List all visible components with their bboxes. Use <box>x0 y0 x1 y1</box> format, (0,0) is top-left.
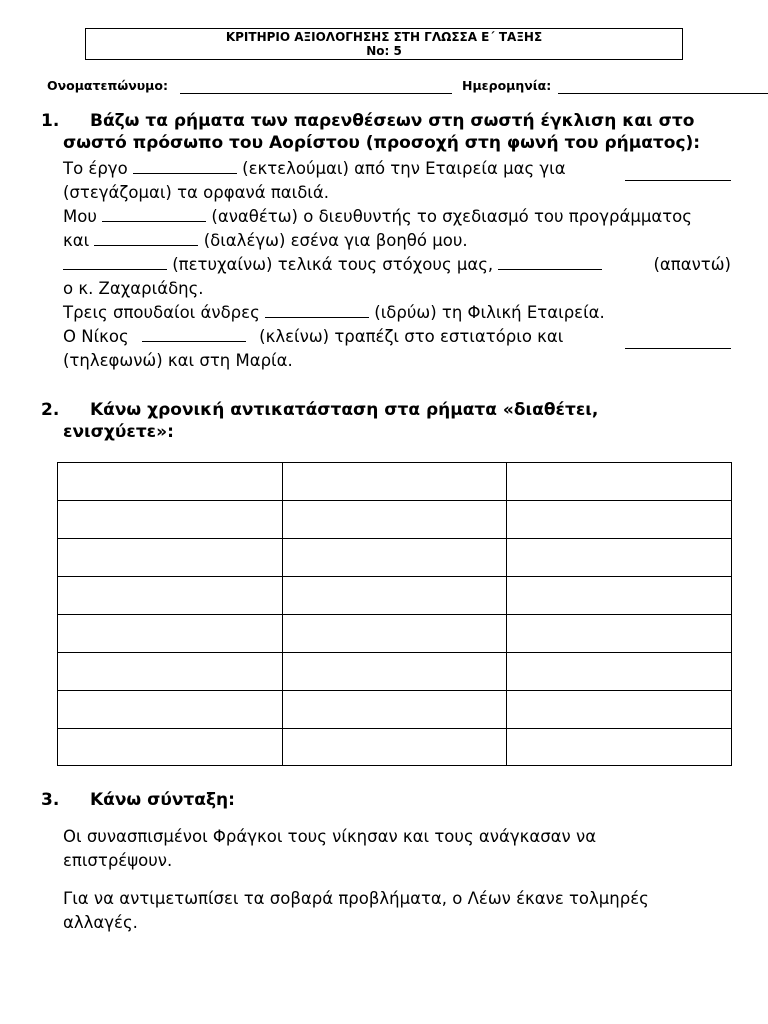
table-cell[interactable] <box>507 539 732 577</box>
name-label: Ονοματεπώνυμο: <box>47 78 168 93</box>
table-row <box>58 615 732 653</box>
syntax-sentence-2: Για να αντιμετωπίσει τα σοβαρά προβλήματα, ο Λέων έκανε τολμηρές <box>63 889 649 908</box>
table-cell[interactable] <box>282 691 507 729</box>
table-cell[interactable] <box>282 729 507 766</box>
line-text: (απαντώ) <box>653 255 731 274</box>
answer-blank[interactable] <box>63 255 167 270</box>
date-label: Ημερομηνία: <box>462 78 552 93</box>
line-text: (διαλέγω) εσένα για βοηθό μου. <box>203 231 468 250</box>
answer-blank[interactable] <box>102 207 206 222</box>
table-row <box>58 463 732 501</box>
table-cell[interactable] <box>282 615 507 653</box>
line-text: (αναθέτω) ο διευθυντής το σχεδιασμό του προγράμματος <box>211 207 692 226</box>
line-text: (κλείνω) τραπέζι στο εστιατόριο και <box>259 327 564 346</box>
line-text: (εκτελούμαι) από την Εταιρεία μας για <box>242 159 566 178</box>
question-2-title-cont: ενισχύετε»: <box>63 422 174 442</box>
table-cell[interactable] <box>282 463 507 501</box>
table-row <box>58 577 732 615</box>
line-text: Μου <box>63 207 97 226</box>
answer-blank[interactable] <box>265 303 369 318</box>
table-row <box>58 653 732 691</box>
table-cell[interactable] <box>507 577 732 615</box>
table-cell[interactable] <box>58 539 283 577</box>
table-row <box>58 501 732 539</box>
table-row <box>58 539 732 577</box>
table-cell[interactable] <box>58 501 283 539</box>
exercise-line-3 <box>63 205 731 229</box>
answer-blank[interactable] <box>142 327 246 342</box>
exercise-line-6: ο κ. Ζαχαριάδης. <box>63 279 204 298</box>
tense-table <box>57 462 732 766</box>
syntax-sentence-2-cont: αλλαγές. <box>63 913 138 932</box>
exercise-line-4 <box>63 229 731 253</box>
line-text: (ιδρύω) τη Φιλική Εταιρεία. <box>374 303 605 322</box>
worksheet-title: ΚΡΙΤΗΡΙΟ ΑΞΙΟΛΟΓΗΣΗΣ ΣΤΗ ΓΛΩΣΣΑ Ε΄ ΤΑΞΗΣ <box>225 30 543 44</box>
table-cell[interactable] <box>282 653 507 691</box>
syntax-sentence-1: Οι συνασπισμένοι Φράγκοι τους νίκησαν και τους ανάγκασαν να <box>63 827 597 846</box>
table-row <box>58 691 732 729</box>
question-1-number: 1. <box>41 111 60 131</box>
line-text: και <box>63 231 90 250</box>
table-cell[interactable] <box>507 501 732 539</box>
table-cell[interactable] <box>282 539 507 577</box>
answer-blank[interactable] <box>498 255 602 270</box>
table-row <box>58 729 732 766</box>
answer-blank[interactable] <box>94 231 198 246</box>
table-cell[interactable] <box>507 615 732 653</box>
exercise-line-5 <box>63 253 731 277</box>
table-cell[interactable] <box>58 577 283 615</box>
exercise-line-7 <box>63 301 731 325</box>
name-field-line[interactable] <box>180 93 452 94</box>
table-cell[interactable] <box>58 691 283 729</box>
date-field-line[interactable] <box>558 93 768 94</box>
table-cell[interactable] <box>282 501 507 539</box>
worksheet-number: Νο: 5 <box>366 44 402 58</box>
question-2-title: Κάνω χρονική αντικατάσταση στα ρήματα «διαθέτει, <box>90 400 599 420</box>
question-3-number: 3. <box>41 790 60 810</box>
line-text: (πετυχαίνω) τελικά τους στόχους μας, <box>172 255 494 274</box>
syntax-sentence-1-cont: επιστρέψουν. <box>63 851 173 870</box>
table-cell[interactable] <box>58 729 283 766</box>
line-text: Το έργο <box>63 159 128 178</box>
line-text: Τρεις σπουδαίοι άνδρες <box>63 303 260 322</box>
table-cell[interactable] <box>507 653 732 691</box>
answer-blank[interactable] <box>133 159 237 174</box>
table-cell[interactable] <box>58 653 283 691</box>
question-2-number: 2. <box>41 400 60 420</box>
table-cell[interactable] <box>58 615 283 653</box>
worksheet-header-box <box>85 28 683 60</box>
table-cell[interactable] <box>507 463 732 501</box>
question-1-title-cont: σωστό πρόσωπο του Αορίστου (προσοχή στη φωνή του ρήματος): <box>63 133 701 153</box>
line-text: Ο Νίκος <box>63 327 129 346</box>
question-3-title: Κάνω σύνταξη: <box>90 790 235 810</box>
table-cell[interactable] <box>282 577 507 615</box>
answer-blank[interactable] <box>625 166 731 181</box>
exercise-line-9: (τηλεφωνώ) και στη Μαρία. <box>63 351 293 370</box>
answer-blank[interactable] <box>625 334 731 349</box>
table-cell[interactable] <box>507 691 732 729</box>
exercise-line-2: (στεγάζομαι) τα ορφανά παιδιά. <box>63 183 330 202</box>
table-cell[interactable] <box>507 729 732 766</box>
question-1-title: Βάζω τα ρήματα των παρενθέσεων στη σωστή έγκλιση και στο <box>90 111 695 131</box>
table-cell[interactable] <box>58 463 283 501</box>
